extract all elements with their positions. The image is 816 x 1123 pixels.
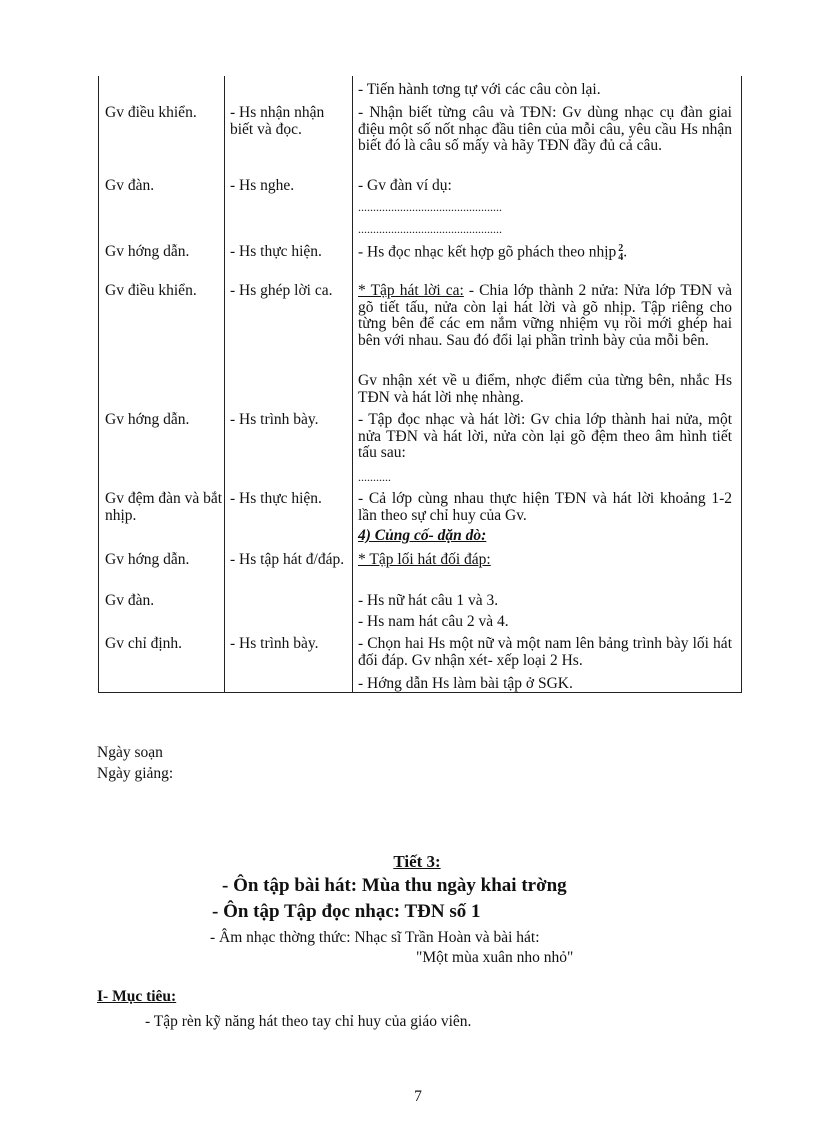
table-cell-content — [358, 244, 732, 262]
table-cell-content: - Gv đàn ví dụ: — [358, 177, 452, 194]
section-heading: 4) Củng cố- dặn dò: — [358, 527, 487, 544]
table-cell-teacher: Gv đàn. — [105, 177, 155, 194]
lesson-title: Tiết 3: — [393, 852, 441, 871]
content-text: - Hs đọc nhạc kết hợp gõ phách theo nhịp — [358, 243, 617, 261]
lesson-line-music-knowledge: - Âm nhạc thờng thức: Nhạc sĩ Trần Hoàn và bài hát: — [210, 929, 540, 946]
table-cell-content: - Hớng dẫn Hs làm bài tập ở SGK. — [358, 675, 573, 692]
column-divider — [224, 76, 225, 692]
time-signature: 2 4 — [618, 243, 624, 263]
table-cell-teacher: Gv đệm đàn và bắt nhịp. — [105, 490, 223, 524]
content-text: - Chia lớp thành 2 nửa: Nửa lớp TĐN và gõ tiết tấu, nửa còn lại hát lời và gõ nhịp. Tập riêng cho từng bên để các em nắm vững nhiệm vụ rồi mới ghép hai bên với nhau. Sau đó đổi lại phần trình bày của mỗi bên. — [358, 282, 732, 349]
lesson-line-reading: - Ôn tập Tập đọc nhạc: TĐN số 1 — [212, 901, 481, 922]
dotted-placeholder: ................................................ — [358, 200, 502, 214]
table-cell-teacher: Gv hớng dẫn. — [105, 411, 190, 428]
table-cell-content: - Hs nam hát câu 2 và 4. — [358, 613, 509, 630]
table-cell-content: * Tập lối hát đối đáp: — [358, 551, 491, 568]
table-cell-student: - Hs nghe. — [230, 177, 295, 194]
table-cell-content: Gv nhận xét về u điểm, nhợc điểm của từng bên, nhắc Hs TĐN và hát lời nhẹ nhàng. — [358, 372, 732, 406]
lesson-line-song: - Ôn tập bài hát: Mùa thu ngày khai trờng — [222, 875, 567, 896]
table-cell-teacher: Gv hớng dẫn. — [105, 243, 190, 260]
table-cell-content: - Hs nữ hát câu 1 và 3. — [358, 592, 499, 609]
column-divider — [352, 76, 353, 692]
table-cell-student: - Hs trình bày. — [230, 635, 319, 652]
prepared-date-label: Ngày soạn — [97, 744, 163, 761]
content-subheading: * Tập hát lời ca: — [358, 282, 464, 299]
table-cell-content: - Nhận biết từng câu và TĐN: Gv dùng nhạc cụ đàn giai điệu một số nốt nhạc đầu tiên của mỗi câu, yêu cầu Hs nhận biết đó là câu số mấy và hãy TĐN đầy đủ cả câu. — [358, 104, 732, 154]
table-cell-student: - Hs tập hát đ/đáp. — [230, 551, 345, 568]
dotted-placeholder: ........... — [358, 470, 391, 484]
table-cell-student: - Hs ghép lời ca. — [230, 282, 333, 299]
table-cell-teacher: Gv điều khiển. — [105, 282, 197, 299]
table-cell-student: - Hs trình bày. — [230, 411, 319, 428]
table-cell-content: - Tập đọc nhạc và hát lời: Gv chia lớp thành hai nửa, một nửa TĐN và hát lời, nửa còn lại gõ đệm theo âm hình tiết tấu sau: — [358, 411, 732, 461]
dotted-placeholder: ................................................ — [358, 222, 502, 236]
table-cell-teacher: Gv đàn. — [105, 592, 155, 609]
table-cell-content: - Chọn hai Hs một nữ và một nam lên bảng trình bày lối hát đối đáp. Gv nhận xét- xếp loại 2 Hs. — [358, 635, 732, 669]
table-cell-content: - Cả lớp cùng nhau thực hiện TĐN và hát lời khoảng 1-2 lần theo sự chỉ huy của Gv. — [358, 490, 732, 524]
table-cell-content — [358, 283, 732, 349]
lesson-line-song-name: "Một mùa xuân nho nhỏ" — [416, 949, 574, 966]
page-number: 7 — [414, 1088, 422, 1105]
table-cell-student: - Hs thực hiện. — [230, 243, 322, 260]
table-cell-teacher: Gv điều khiển. — [105, 104, 197, 121]
content-suffix: . — [623, 243, 628, 261]
table-cell-teacher: Gv hớng dẫn. — [105, 551, 190, 568]
taught-date-label: Ngày giảng: — [97, 765, 174, 782]
table-cell-teacher: Gv chỉ định. — [105, 635, 183, 652]
objective-item: - Tập rèn kỹ năng hát theo tay chỉ huy của giáo viên. — [145, 1013, 472, 1030]
lesson-table — [98, 76, 742, 693]
objectives-heading: I- Mục tiêu: — [97, 988, 177, 1005]
table-cell-content: - Tiến hành tơng tự với các câu còn lại. — [358, 81, 601, 98]
table-cell-student: - Hs thực hiện. — [230, 490, 322, 507]
table-cell-student: - Hs nhận nhận biết và đọc. — [230, 104, 325, 138]
